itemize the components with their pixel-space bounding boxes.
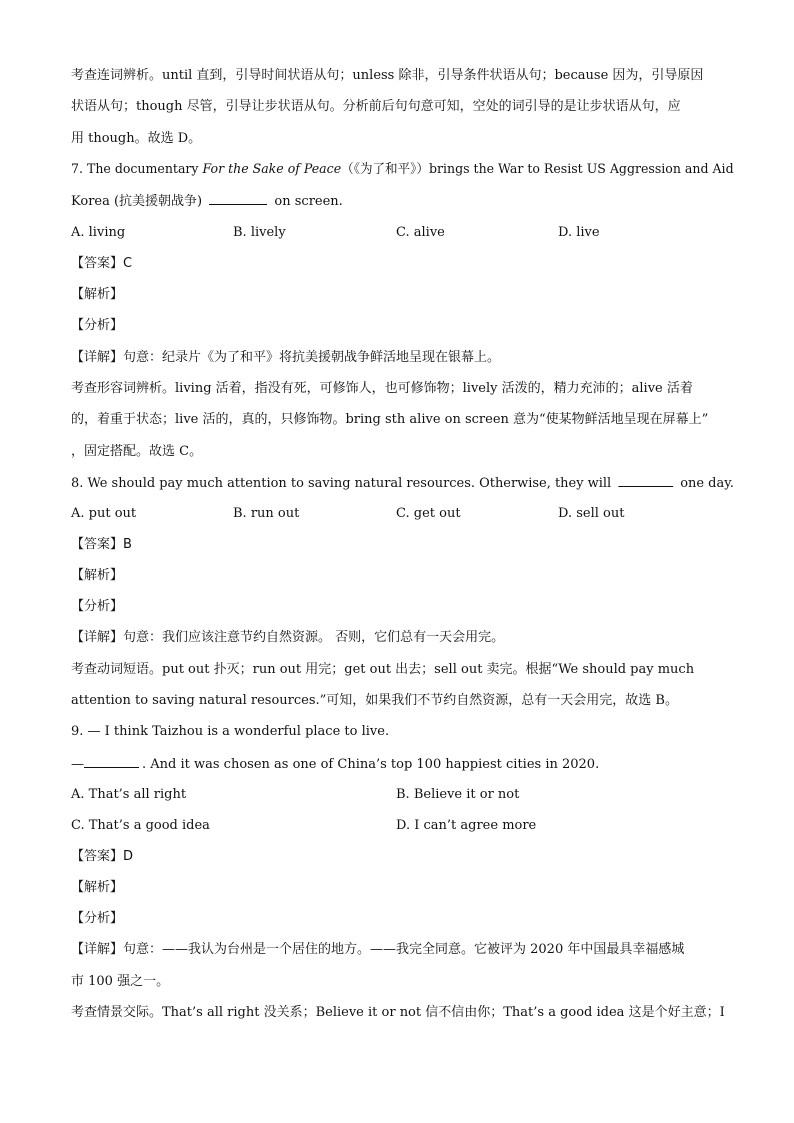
q7-option-d: D. live	[558, 225, 600, 240]
q8-explanation-line-1: 考查动词短语。put out 扑灭；run out 用完；get out 出去；sell out 卖完。根据“We should pay much	[71, 662, 695, 677]
q8-option-a: A. put out	[71, 506, 137, 521]
q7-stem-line2-b: on screen.	[274, 194, 343, 209]
q7-explanation-line-3: ，固定搭配。故选 C。	[71, 444, 203, 459]
q6-explanation-line-3: 用 though。故选 D。	[71, 131, 202, 146]
q7-answer-blank	[209, 193, 267, 205]
q8-fenxi-label: 【分析】	[71, 599, 124, 614]
q8-explanation-line-2: attention to saving natural resources.”可知，如果我们不节约自然资源，总有一天会用完，故选 B。	[71, 693, 678, 708]
q7-explanation-line-1: 考查形容词辨析。living 活着，指没有死，可修饰人，也可修饰物；lively 活泼的，精力充沛的；alive 活着	[71, 381, 693, 396]
q7-answer: 【答案】C	[71, 256, 133, 271]
q7-fenxi-label: 【分析】	[71, 318, 124, 333]
q8-stem-part-a: 8. We should pay much attention to saving natural resources. Otherwise, they will	[71, 476, 612, 491]
q9-option-d: D. I can’t agree more	[396, 818, 537, 833]
q9-dash: —	[71, 757, 84, 772]
q8-jiexi-label: 【解析】	[71, 568, 124, 583]
q7-explanation-line-2: 的，着重于状态；live 活的，真的，只修饰物。bring sth alive on screen 意为“使某物鲜活地呈现在屏幕上”	[71, 412, 709, 427]
q9-detail-line-2: 市 100 强之一。	[71, 974, 170, 989]
q7-option-c: C. alive	[396, 225, 445, 240]
q8-answer: 【答案】B	[71, 537, 132, 552]
q7-detail: 【详解】句意：纪录片《为了和平》将抗美援朝战争鲜活地呈现在银幕上。	[71, 350, 501, 365]
q9-jiexi-label: 【解析】	[71, 880, 124, 895]
q6-explanation-line-1: 考查连词辨析。until 直到，引导时间状语从句；unless 除非，引导条件状语从句；because 因为，引导原因	[71, 68, 704, 83]
q9-explanation-line-1: 考查情景交际。That’s all right 没关系；Believe it or not 信不信由你；That’s a good idea 这是个好主意；I	[71, 1005, 725, 1020]
q9-answer-blank	[84, 756, 139, 768]
q7-film-title: For the Sake of Peace	[202, 162, 342, 177]
q8-option-c: C. get out	[396, 506, 461, 521]
q9-fenxi-label: 【分析】	[71, 911, 124, 926]
q7-stem-line2-a: Korea (抗美援朝战争)	[71, 194, 203, 209]
q7-stem-line-1	[71, 162, 734, 178]
q8-stem-part-b: one day.	[680, 476, 734, 491]
q9-stem-line-2	[71, 756, 599, 773]
q7-stem-part-a: 7. The documentary	[71, 162, 203, 177]
q8-detail: 【详解】句意：我们应该注意节约自然资源。 否则，它们总有一天会用完。	[71, 630, 505, 645]
q8-answer-blank	[618, 475, 673, 487]
q9-option-a: A. That’s all right	[71, 787, 187, 802]
q7-jiexi-label: 【解析】	[71, 287, 124, 302]
q6-explanation-line-2: 状语从句；though 尽管，引导让步状语从句。分析前后句句意可知，空处的词引导的是让步状语从句，应	[71, 99, 681, 114]
q7-option-b: B. lively	[233, 225, 286, 240]
q7-stem-part-b: （《为了和平》）brings the War to Resist US Aggression and Aid	[341, 162, 734, 177]
q9-option-c: C. That’s a good idea	[71, 818, 210, 833]
q8-option-b: B. run out	[233, 506, 300, 521]
q9-answer: 【答案】D	[71, 849, 134, 864]
q9-detail-line-1: 【详解】句意：——我认为台州是一个居住的地方。——我完全同意。它被评为 2020 年中国最具幸福感城	[71, 942, 685, 957]
q9-option-b: B. Believe it or not	[396, 787, 520, 802]
q7-stem-line-2	[71, 193, 343, 210]
q9-stem-line-1: 9. — I think Taizhou is a wonderful place to live.	[71, 724, 390, 739]
q9-stem-line2-b: . And it was chosen as one of China’s top 100 happiest cities in 2020.	[142, 757, 600, 772]
q7-option-a: A. living	[71, 225, 126, 240]
q8-stem	[71, 475, 734, 492]
q8-option-d: D. sell out	[558, 506, 625, 521]
